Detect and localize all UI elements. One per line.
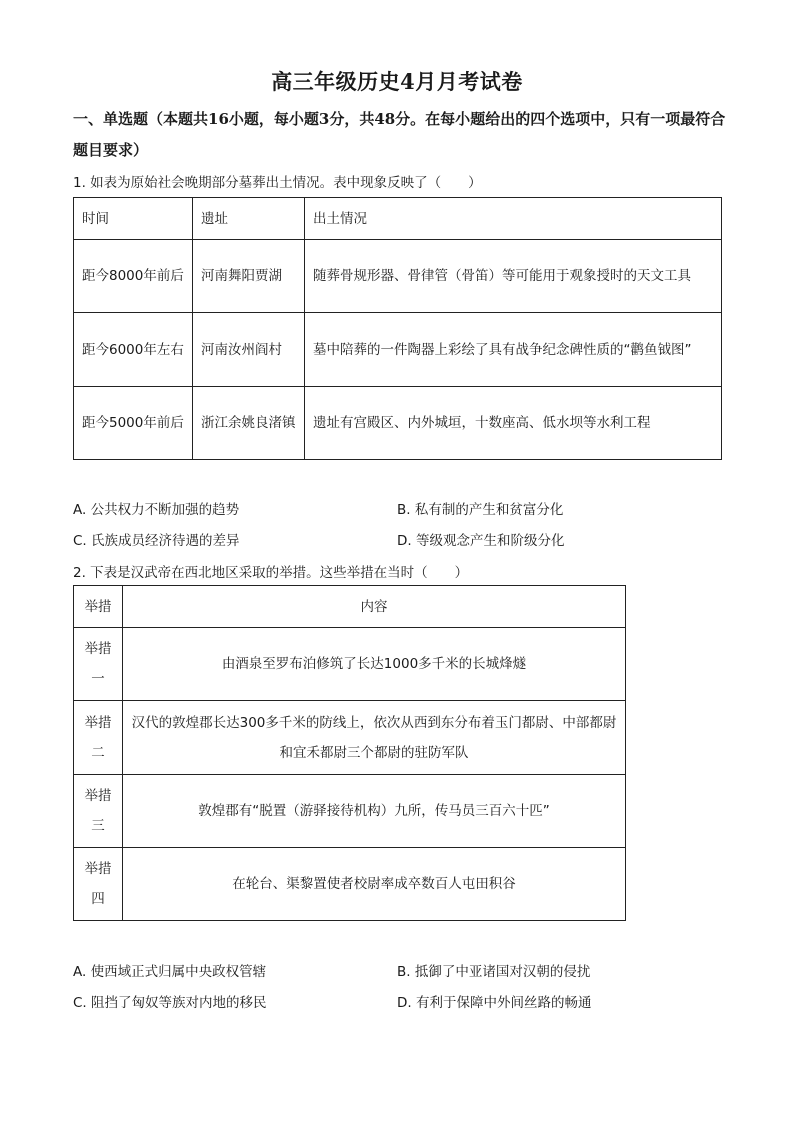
question-2-table xyxy=(73,585,626,921)
cell-measure: 举措三 xyxy=(74,775,123,848)
table-row xyxy=(74,848,626,921)
cell-measure: 举措二 xyxy=(74,701,123,775)
header-site: 遗址 xyxy=(193,198,305,240)
cell-finds: 墓中陪葬的一件陶器上彩绘了具有战争纪念碑性质的“鹳鱼钺图” xyxy=(305,313,722,387)
cell-site: 河南汝州阎村 xyxy=(193,313,305,387)
header-finds: 出土情况 xyxy=(305,198,722,240)
q1-option-b[interactable]: B. 私有制的产生和贫富分化 xyxy=(397,502,564,518)
page-title: 高三年级历史4月月考试卷 xyxy=(271,69,523,94)
table-header-row xyxy=(74,198,722,240)
cell-finds: 遗址有宫殿区、内外城垣，十数座高、低水坝等水利工程 xyxy=(305,387,722,460)
q2-option-c[interactable]: C. 阻挡了匈奴等族对内地的移民 xyxy=(73,995,267,1011)
cell-measure: 举措一 xyxy=(74,628,123,701)
table-row xyxy=(74,701,626,775)
question-2-stem: 2. 下表是汉武帝在西北地区采取的举措。这些举措在当时（ ） xyxy=(73,565,469,581)
table-row xyxy=(74,628,626,701)
q2-option-d[interactable]: D. 有利于保障中外间丝路的畅通 xyxy=(397,995,592,1011)
table-row xyxy=(74,387,722,460)
table-header-row xyxy=(74,586,626,628)
header-content: 内容 xyxy=(123,586,626,628)
table-row xyxy=(74,775,626,848)
table-row xyxy=(74,313,722,387)
cell-site: 河南舞阳贾湖 xyxy=(193,240,305,313)
header-time: 时间 xyxy=(74,198,193,240)
cell-time: 距今5000年前后 xyxy=(74,387,193,460)
q1-option-a[interactable]: A. 公共权力不断加强的趋势 xyxy=(73,502,240,518)
q2-option-a[interactable]: A. 使西域正式归属中央政权管辖 xyxy=(73,964,267,980)
cell-measure: 举措四 xyxy=(74,848,123,921)
q1-option-c[interactable]: C. 氏族成员经济待遇的差异 xyxy=(73,533,240,549)
question-1-table xyxy=(73,197,722,460)
cell-site: 浙江余姚良渚镇 xyxy=(193,387,305,460)
cell-finds: 随葬骨规形器、骨律管（骨笛）等可能用于观象授时的天文工具 xyxy=(305,240,722,313)
q1-option-d[interactable]: D. 等级观念产生和阶级分化 xyxy=(397,533,565,549)
cell-content: 汉代的敦煌郡长达300多千米的防线上，依次从西到东分布着玉门都尉、中部都尉和宜禾都尉三个都尉的驻防军队 xyxy=(123,701,626,775)
header-measure: 举措 xyxy=(74,586,123,628)
q2-option-b[interactable]: B. 抵御了中亚诸国对汉朝的侵扰 xyxy=(397,964,591,980)
cell-time: 距今6000年左右 xyxy=(74,313,193,387)
cell-content: 在轮台、渠黎置使者校尉率成卒数百人屯田积谷 xyxy=(123,848,626,921)
section-heading: 一、单选题（本题共16小题，每小题3分，共48分。在每小题给出的四个选项中，只有一项最符合题目要求） xyxy=(73,110,726,159)
question-1-stem: 1. 如表为原始社会晚期部分墓葬出土情况。表中现象反映了（ ） xyxy=(73,175,482,191)
table-row xyxy=(74,240,722,313)
cell-time: 距今8000年前后 xyxy=(74,240,193,313)
cell-content: 敦煌郡有“脱置（游驿接待机构）九所，传马员三百六十匹” xyxy=(123,775,626,848)
cell-content: 由酒泉至罗布泊修筑了长达1000多千米的长城烽燧 xyxy=(123,628,626,701)
